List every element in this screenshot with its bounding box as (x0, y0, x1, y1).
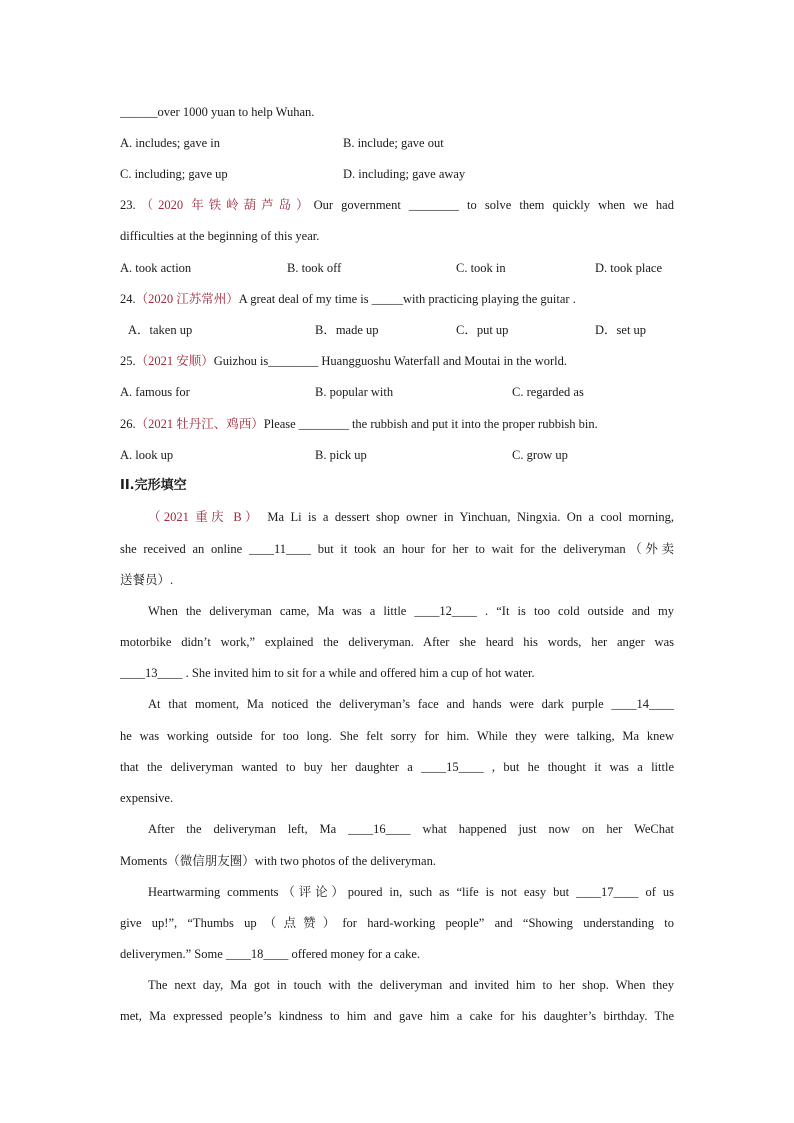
passage-line-5: motorbike didn’t work,” explained the deliveryman. After she heard his words, her anger was (120, 635, 674, 649)
q22-option-a: A. includes; gave in (120, 136, 220, 150)
q23-text-line1: Our government ________ to solve them quickly when we had (313, 198, 674, 212)
q25-question (120, 353, 567, 369)
q25-number: 25. (120, 354, 136, 368)
passage-line-15: deliverymen.” Some ____18____ offered money for a cake. (120, 947, 421, 961)
q26-question (120, 416, 598, 432)
q25-text: Guizhou is________ Huangguoshu Waterfall and Moutai in the world. (213, 354, 567, 368)
passage-line-16: The next day, Ma got in touch with the deliveryman and invited him to her shop. When they (148, 978, 674, 992)
passage-line-14: give up!”, “Thumbs up（点赞）for hard-working people” and “Showing understanding to (120, 916, 674, 930)
q22-continuation: ______over 1000 yuan to help Wuhan. (120, 105, 315, 119)
q23-option-c: C. took in (456, 261, 506, 275)
passage-line-3: 送餐员）. (120, 573, 174, 587)
q25-option-c: C. regarded as (512, 385, 584, 399)
q23-option-a: A. took action (120, 261, 192, 275)
q24-option-d: D．set up (595, 323, 647, 337)
q23-option-b: B. took off (287, 261, 342, 275)
passage-source: （2021 重庆 B） (148, 510, 261, 524)
q23-number: 23. (120, 198, 136, 212)
passage-line-1 (148, 509, 674, 525)
q24-question (120, 291, 576, 307)
q25-source: （2021 安顺） (135, 354, 214, 368)
q26-number: 26. (120, 417, 136, 431)
passage-line-10: expensive. (120, 791, 174, 805)
q24-number: 24. (120, 292, 136, 306)
q26-option-b: B. pick up (315, 448, 367, 462)
passage-line-8: he was working outside for too long. She felt sorry for him. While they were talking, Ma knew (120, 729, 674, 743)
q23-question (120, 197, 674, 213)
passage-line-11: After the deliveryman left, Ma ____16____ what happened just now on her WeChat (148, 822, 674, 836)
q24-option-a: A．taken up (128, 323, 193, 337)
passage-line-1-text: Ma Li is a dessert shop owner in Yinchuan, Ningxia. On a cool morning, (267, 510, 674, 524)
q22-option-d: D. including; gave away (343, 167, 466, 181)
passage-line-12: Moments（微信朋友圈）with two photos of the deliveryman. (120, 854, 436, 868)
q26-option-a: A. look up (120, 448, 174, 462)
passage-line-4: When the deliveryman came, Ma was a little ____12____ . “It is too cold outside and my (148, 604, 674, 618)
passage-line-6: ____13____ . She invited him to sit for a while and offered him a cup of hot water. (120, 666, 535, 680)
q24-option-c: C．put up (456, 323, 509, 337)
q26-source: （2021 牡丹江、鸡西） (135, 417, 264, 431)
passage-line-7: At that moment, Ma noticed the deliveryman’s face and hands were dark purple ____14____ (148, 697, 674, 711)
q24-text: A great deal of my time is _____with practicing playing the guitar . (238, 292, 576, 306)
q23-text-line2: difficulties at the beginning of this year. (120, 229, 320, 243)
q25-option-a: A. famous for (120, 385, 190, 399)
passage-line-9: that the deliveryman wanted to buy her daughter a ____15____ , but he thought it was a little (120, 760, 674, 774)
q26-option-c: C. grow up (512, 448, 568, 462)
passage-line-17: met, Ma expressed people’s kindness to him and gave him a cake for his daughter’s birthday. The (120, 1009, 674, 1023)
passage-line-13: Heartwarming comments（评论）poured in, such as “life is not easy but ____17____ of us (148, 885, 674, 899)
passage-line-2: she received an online ____11____ but it took an hour for her to wait for the deliveryman（外卖 (120, 542, 674, 556)
q24-source: （2020 江苏常州） (135, 292, 239, 306)
q22-option-c: C. including; gave up (120, 167, 228, 181)
q23-source: （2020 年铁岭葫芦岛） (135, 198, 314, 212)
q22-option-b: B. include; gave out (343, 136, 444, 150)
q26-text: Please ________ the rubbish and put it into the proper rubbish bin. (263, 417, 598, 431)
q24-option-b: B．made up (315, 323, 379, 337)
q23-option-d: D. took place (595, 261, 662, 275)
q25-option-b: B. popular with (315, 385, 394, 399)
section-heading: II.完形填空 (120, 478, 187, 493)
